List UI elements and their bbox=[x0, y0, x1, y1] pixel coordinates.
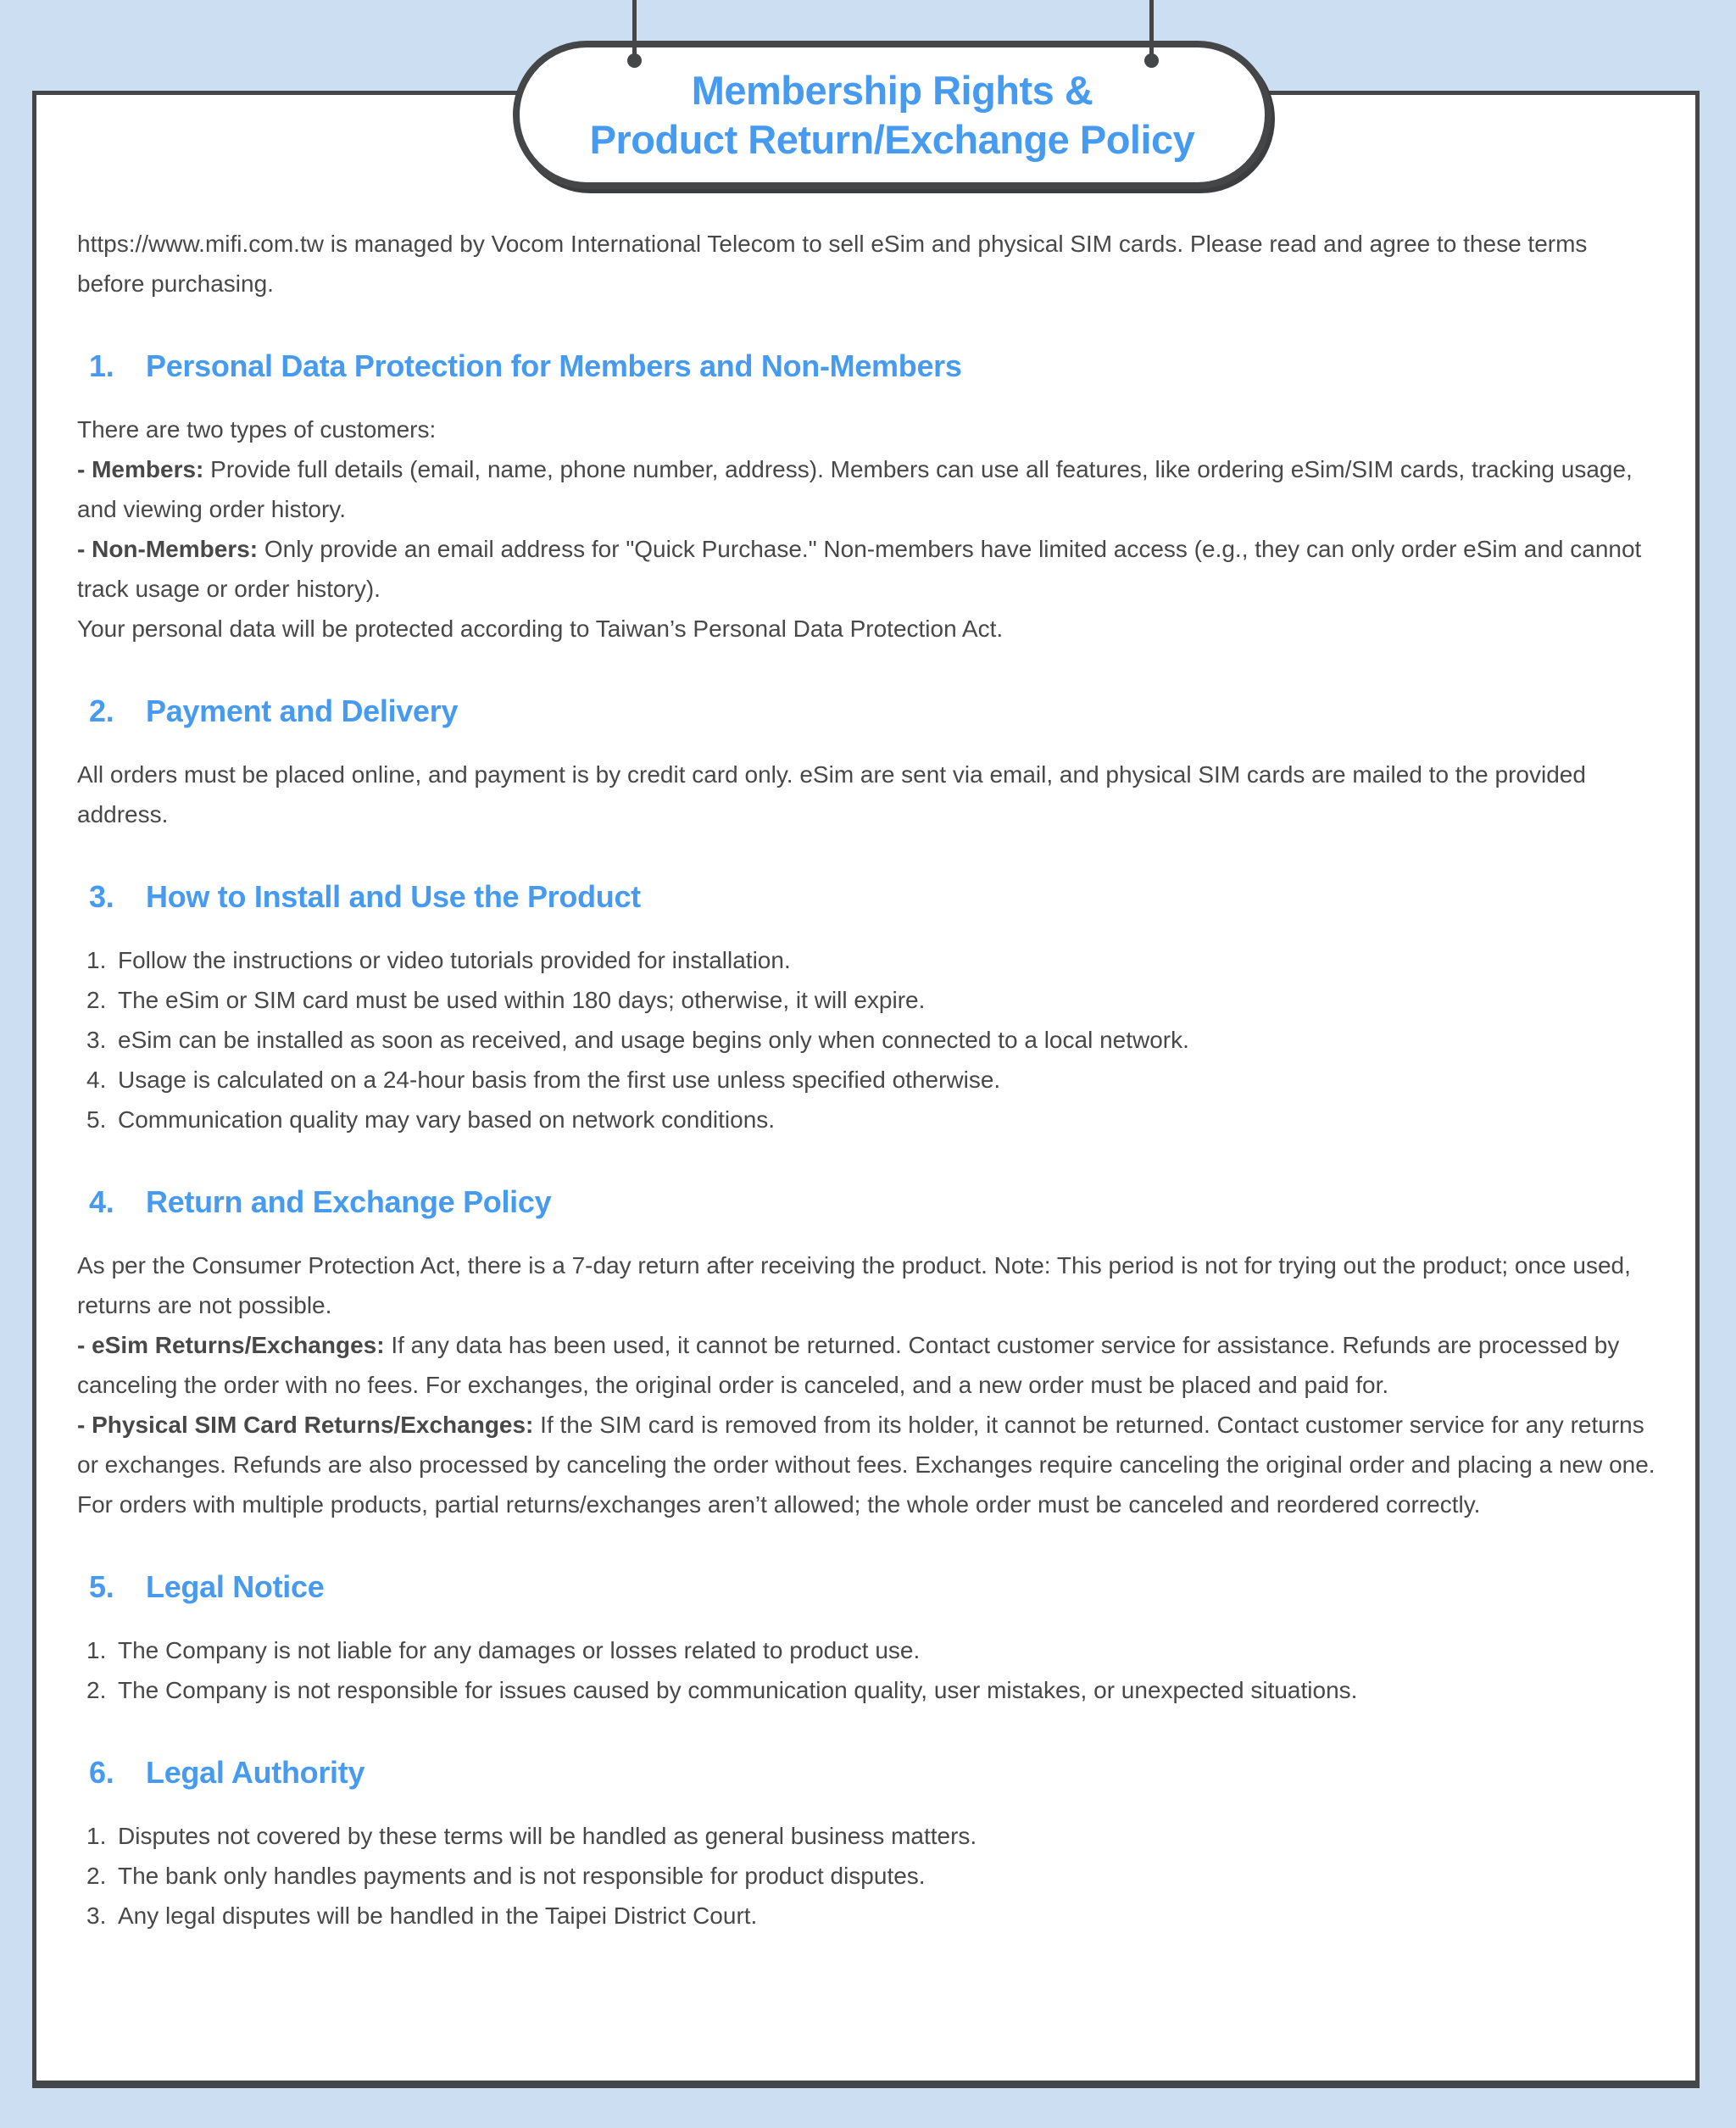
list-item-number: 2. bbox=[86, 987, 107, 1013]
list-item bbox=[77, 1020, 1656, 1060]
list-item-number: 3. bbox=[86, 1902, 107, 1929]
section-number: 2. bbox=[89, 694, 114, 728]
hanging-pin-left bbox=[627, 0, 642, 68]
list-item bbox=[77, 1856, 1656, 1896]
hanging-pin-right bbox=[1144, 0, 1159, 68]
section-heading bbox=[77, 693, 1656, 729]
paragraph bbox=[77, 609, 1656, 649]
list-item bbox=[77, 940, 1656, 980]
section-return-exchange bbox=[77, 1184, 1656, 1524]
paragraph-text: Your personal data will be protected according to Taiwan’s Personal Data Protection Act. bbox=[77, 616, 1004, 642]
section-title: How to Install and Use the Product bbox=[146, 879, 641, 914]
paragraph bbox=[77, 529, 1656, 609]
list-item-text: Disputes not covered by these terms will be handled as general business matters. bbox=[118, 1823, 977, 1849]
section-number: 3. bbox=[89, 879, 114, 914]
section-title: Return and Exchange Policy bbox=[146, 1184, 552, 1219]
section-title: Legal Authority bbox=[146, 1755, 365, 1790]
intro-paragraph: https://www.mifi.com.tw is managed by Vocom International Telecom to sell eSim and physical SIM cards. Please read and agree to these terms before purchasing. bbox=[77, 231, 1588, 297]
list-item-text: Any legal disputes will be handled in the Taipei District Court. bbox=[118, 1902, 758, 1929]
list-item-text: eSim can be installed as soon as received, and usage begins only when connected to a local network. bbox=[118, 1027, 1189, 1053]
list-item-text: The Company is not liable for any damages or losses related to product use. bbox=[118, 1637, 921, 1663]
paragraph bbox=[77, 1245, 1656, 1325]
list-item-text: Communication quality may vary based on network conditions. bbox=[118, 1106, 776, 1133]
section-payment-delivery bbox=[77, 693, 1656, 834]
section-title: Legal Notice bbox=[146, 1569, 325, 1604]
policy-content bbox=[36, 95, 1695, 1953]
paragraph bbox=[77, 1325, 1656, 1405]
list-item bbox=[77, 1896, 1656, 1936]
pin-string-icon bbox=[632, 0, 637, 56]
section-title: Payment and Delivery bbox=[146, 694, 459, 728]
list-item bbox=[77, 1630, 1656, 1670]
section-heading bbox=[77, 348, 1656, 384]
paragraph bbox=[77, 1485, 1656, 1524]
policy-card bbox=[32, 91, 1700, 2088]
list-item-number: 2. bbox=[86, 1863, 107, 1889]
paragraph bbox=[77, 1405, 1656, 1485]
list-item-number: 3. bbox=[86, 1027, 107, 1053]
section-number: 6. bbox=[89, 1755, 114, 1790]
paragraph-text: All orders must be placed online, and payment is by credit card only. eSim are sent via email, and physical SIM cards are mailed to the provided address. bbox=[77, 761, 1586, 827]
list-item-text: The Company is not responsible for issues caused by communication quality, user mistakes, or unexpected situations. bbox=[118, 1677, 1358, 1703]
section-heading bbox=[77, 878, 1656, 915]
list-item bbox=[77, 980, 1656, 1020]
section-number: 5. bbox=[89, 1569, 114, 1604]
section-personal-data bbox=[77, 348, 1656, 649]
list-item bbox=[77, 1670, 1656, 1710]
paragraph-text: If any data has been used, it cannot be returned. Contact customer service for assistance. Refunds are processed by canceling the order with no fees. For exchanges, the original order is canceled, and a new order must be placed and paid for. bbox=[77, 1332, 1620, 1398]
paragraph bbox=[77, 755, 1656, 834]
paragraph-text: Provide full details (email, name, phone number, address). Members can use all features, like ordering eSim/SIM cards, tracking usage, and viewing order history. bbox=[77, 456, 1633, 522]
list-item-number: 1. bbox=[86, 947, 107, 973]
list-item-text: Follow the instructions or video tutorials provided for installation. bbox=[118, 947, 791, 973]
paragraph-text: There are two types of customers: bbox=[77, 416, 437, 443]
list-item-text: The bank only handles payments and is not responsible for product disputes. bbox=[118, 1863, 926, 1889]
list-item-number: 1. bbox=[86, 1823, 107, 1849]
pin-string-icon bbox=[1149, 0, 1154, 56]
paragraph bbox=[77, 409, 1656, 449]
list-item bbox=[77, 1060, 1656, 1100]
bold-label: - Members: bbox=[77, 456, 204, 482]
section-heading bbox=[77, 1184, 1656, 1220]
list-item bbox=[77, 1100, 1656, 1139]
badge-title-line1: Membership Rights & bbox=[691, 67, 1093, 113]
section-legal-authority bbox=[77, 1754, 1656, 1936]
list-item bbox=[77, 1816, 1656, 1856]
pin-dot-icon bbox=[627, 53, 642, 68]
paragraph bbox=[77, 449, 1656, 529]
bold-label: - Non-Members: bbox=[77, 536, 259, 562]
bold-label: - Physical SIM Card Returns/Exchanges: bbox=[77, 1412, 534, 1438]
section-legal-notice bbox=[77, 1568, 1656, 1710]
section-number: 1. bbox=[89, 348, 114, 383]
paragraph-text: As per the Consumer Protection Act, there is a 7-day return after receiving the product. Note: This period is not for trying out the product; once used, returns are not possible. bbox=[77, 1252, 1631, 1318]
list-item-number: 5. bbox=[86, 1106, 107, 1133]
paragraph-text: If the SIM card is removed from its holder, it cannot be returned. Contact customer service for any returns or exchanges. Refunds are also processed by canceling the order without fees. Exchanges require canceling the original order and placing a new one. bbox=[77, 1412, 1655, 1478]
list-item-number: 4. bbox=[86, 1067, 107, 1093]
list-item-text: The eSim or SIM card must be used within 180 days; otherwise, it will expire. bbox=[118, 987, 926, 1013]
section-heading bbox=[77, 1568, 1656, 1605]
list-item-number: 1. bbox=[86, 1637, 107, 1663]
section-number: 4. bbox=[89, 1184, 114, 1219]
paragraph-text: Only provide an email address for "Quick Purchase." Non-members have limited access (e.g., they can only order eSim and cannot track usage or order history). bbox=[77, 536, 1642, 602]
section-title: Personal Data Protection for Members and Non-Members bbox=[146, 348, 962, 383]
badge-title-line2: Product Return/Exchange Policy bbox=[589, 116, 1195, 162]
list-item-text: Usage is calculated on a 24-hour basis from the first use unless specified otherwise. bbox=[118, 1067, 1001, 1093]
pin-dot-icon bbox=[1144, 53, 1159, 68]
bold-label: - eSim Returns/Exchanges: bbox=[77, 1332, 385, 1358]
paragraph-text: For orders with multiple products, partial returns/exchanges aren’t allowed; the whole order must be canceled and reordered correctly. bbox=[77, 1491, 1481, 1518]
list-item-number: 2. bbox=[86, 1677, 107, 1703]
section-install-use bbox=[77, 878, 1656, 1139]
section-heading bbox=[77, 1754, 1656, 1791]
